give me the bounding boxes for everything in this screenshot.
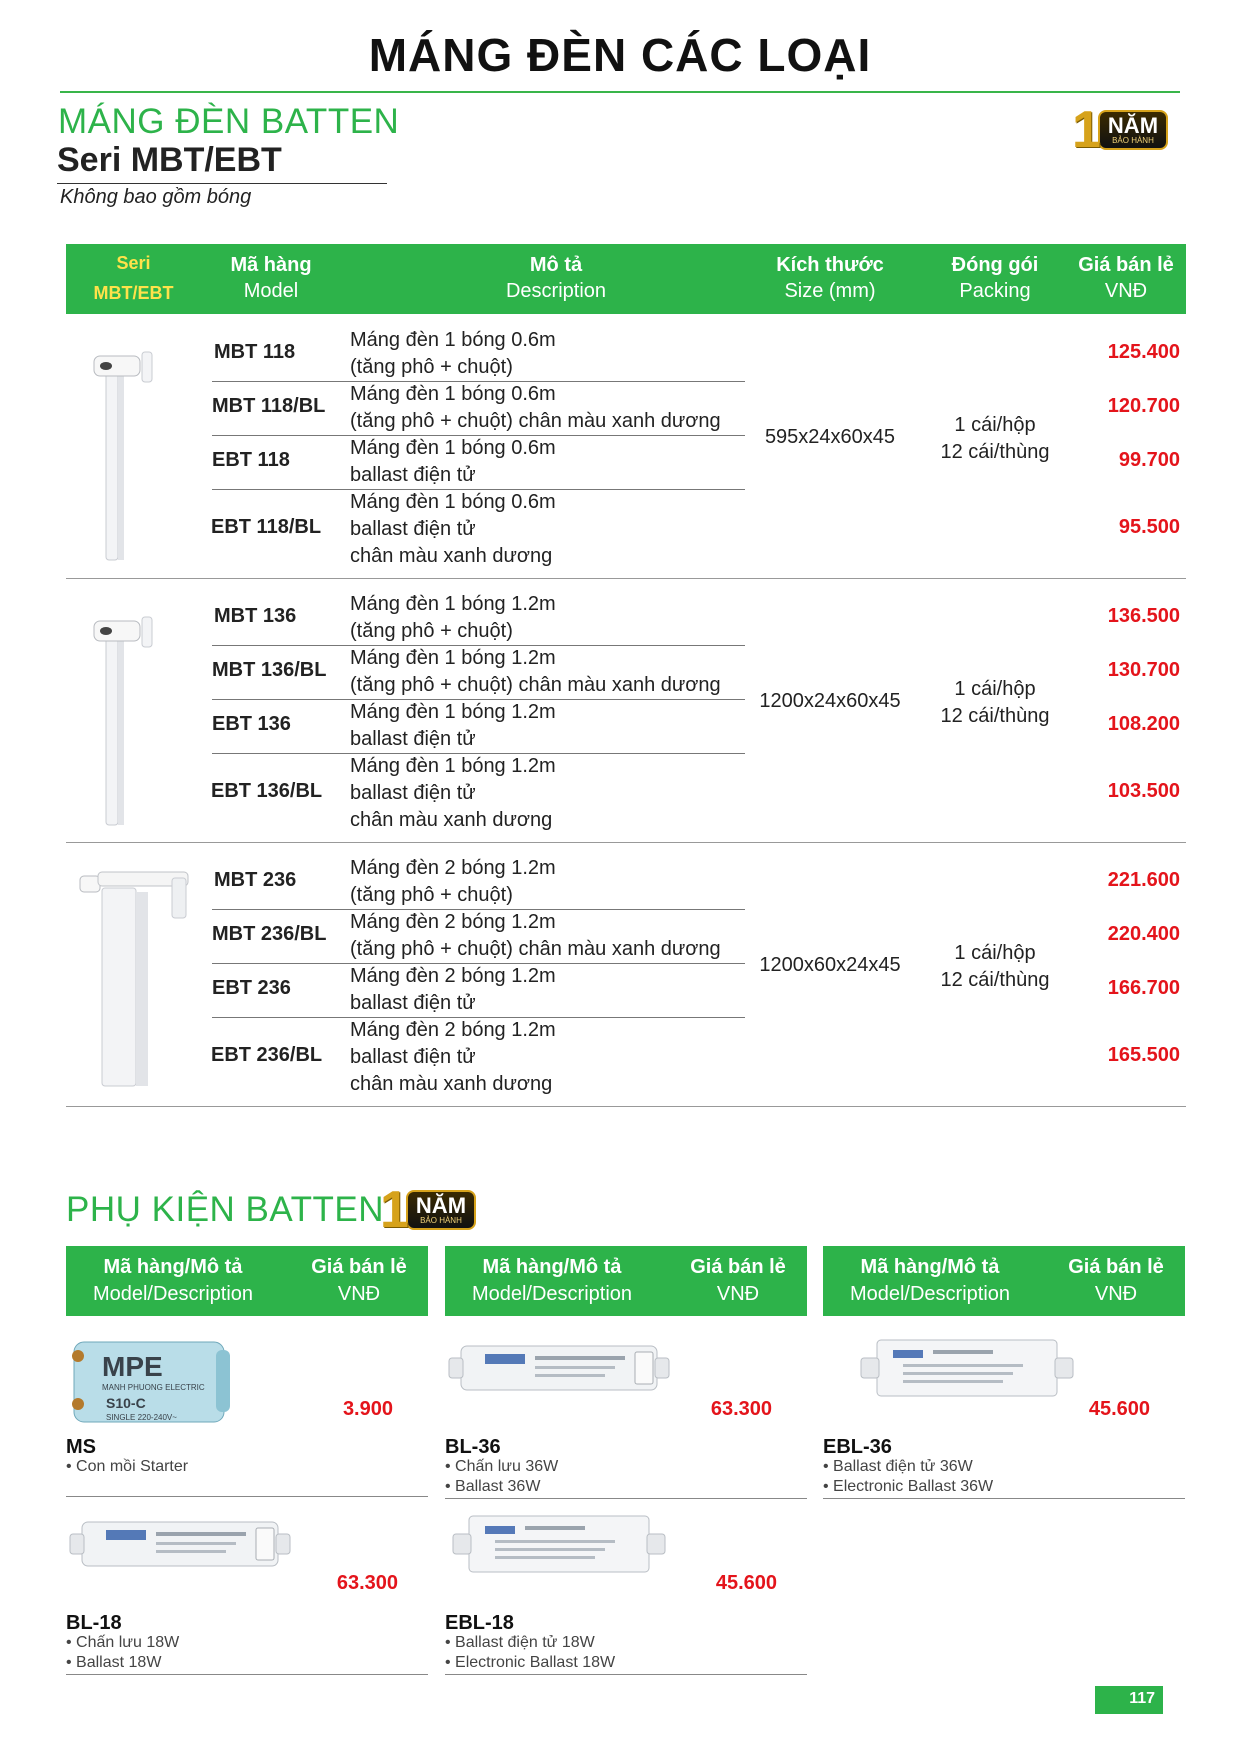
description — [350, 753, 745, 834]
group-divider — [66, 1106, 1186, 1107]
group-divider — [66, 578, 1186, 579]
warranty-word: NĂM — [1107, 113, 1159, 138]
model-code: MBT 136/BL — [212, 659, 327, 681]
header-price — [304, 1254, 414, 1308]
description — [350, 435, 745, 489]
header-model-description — [78, 1254, 268, 1308]
description-line: Máng đèn 2 bóng 1.2m — [350, 911, 556, 933]
description-line: Máng đèn 2 bóng 1.2m — [350, 965, 556, 987]
model-code: MBT 236/BL — [212, 923, 327, 945]
model-code: EBT 118 — [212, 449, 290, 471]
description-line: ballast điện tử — [350, 1046, 476, 1068]
description-line: • Ballast 36W — [445, 1478, 541, 1495]
description-line: ballast điện tử — [350, 728, 476, 750]
packing — [915, 940, 1075, 994]
warranty-badge — [380, 1181, 476, 1239]
title-divider — [60, 91, 1180, 93]
description — [350, 963, 745, 1017]
header-packing-vi: Đóng gói — [951, 254, 1039, 276]
accessory-header — [823, 1246, 1185, 1316]
description — [350, 855, 745, 909]
description-line: (tăng phô + chuột) — [350, 620, 513, 642]
packing-line: 12 cái/thùng — [940, 441, 1050, 463]
header-price-vi: Giá bán lẻ — [1078, 254, 1174, 276]
series-title: Seri MBT/EBT — [57, 141, 282, 179]
model-code: EBL-18 — [445, 1612, 514, 1634]
description-line: (tăng phô + chuột) chân màu xanh dương — [350, 410, 721, 432]
description-line: ballast điện tử — [350, 464, 476, 486]
header-en: Model/Description — [849, 1283, 1011, 1305]
price: 120.700 — [1107, 395, 1180, 417]
packing — [915, 412, 1075, 466]
size: 595x24x60x45 — [764, 426, 896, 448]
price: 220.400 — [1107, 923, 1180, 945]
header-description-vi: Mô tả — [529, 254, 583, 276]
item-divider — [445, 1498, 807, 1499]
description — [350, 645, 745, 699]
starter-image — [66, 1336, 236, 1428]
section-title-accessories: PHỤ KIỆN BATTEN — [66, 1190, 385, 1229]
price: 136.500 — [1107, 605, 1180, 627]
starter-maker-print: MANH PHUONG ELECTRIC — [102, 1383, 205, 1392]
price: 95.500 — [1118, 516, 1180, 538]
description-line: • Chấn lưu 18W — [66, 1634, 180, 1651]
packing-line: 1 cái/hộp — [954, 942, 1036, 964]
warranty-label — [1098, 110, 1168, 150]
warranty-label — [406, 1190, 476, 1230]
ballast-image — [445, 1336, 675, 1406]
model-code: MBT 136 — [214, 605, 297, 627]
header-model-vi: Mã hàng — [230, 254, 312, 276]
description — [350, 381, 745, 435]
description — [350, 327, 745, 381]
item-divider — [66, 1496, 428, 1497]
description-line: ballast điện tử — [350, 782, 476, 804]
price: 221.600 — [1107, 869, 1180, 891]
header-seri — [76, 248, 191, 308]
description-line: • Electronic Ballast 36W — [823, 1478, 994, 1495]
header-price — [683, 1254, 793, 1308]
header-size-vi: Kích thước — [776, 254, 884, 276]
header-packing — [915, 252, 1075, 304]
description-line: • Chấn lưu 36W — [445, 1458, 559, 1475]
model-code: BL-36 — [445, 1436, 501, 1458]
accessory-header — [445, 1246, 807, 1316]
warranty-years: 1 — [1072, 101, 1101, 159]
warranty-caption: BẢO HÀNH — [1112, 136, 1154, 145]
model-code: MBT 118 — [214, 341, 296, 363]
header-packing-en: Packing — [959, 280, 1031, 302]
packing-line: 1 cái/hộp — [954, 414, 1036, 436]
electronic-ballast-image — [853, 1336, 1083, 1406]
description-line: Máng đèn 1 bóng 1.2m — [350, 755, 556, 777]
description-line: Máng đèn 1 bóng 1.2m — [350, 593, 556, 615]
description-line: chân màu xanh dương — [350, 1073, 553, 1095]
model-code: BL-18 — [66, 1612, 122, 1634]
warranty-years: 1 — [380, 1181, 409, 1239]
description-line: (tăng phô + chuột) chân màu xanh dương — [350, 674, 721, 696]
description-line: • Ballast điện tử 18W — [445, 1634, 595, 1651]
model-code: EBT 236/BL — [211, 1044, 323, 1066]
model-code: MBT 118/BL — [212, 395, 326, 417]
description-line: Máng đèn 2 bóng 1.2m — [350, 1019, 556, 1041]
header-vi: Giá bán lẻ — [311, 1256, 407, 1278]
electronic-ballast-image — [445, 1512, 675, 1582]
starter-rating-print: SINGLE 220-240V~ — [106, 1413, 177, 1422]
price: 63.300 — [710, 1398, 772, 1420]
warranty-word: NĂM — [415, 1193, 467, 1218]
header-seri-line1: Seri — [116, 253, 151, 273]
packing — [915, 676, 1075, 730]
model-code: EBL-36 — [823, 1436, 892, 1458]
price: 3.900 — [342, 1398, 393, 1420]
packing-line: 12 cái/thùng — [940, 705, 1050, 727]
batten-single-long-image — [90, 615, 170, 830]
price: 63.300 — [336, 1572, 398, 1594]
group-divider — [66, 842, 1186, 843]
packing-line: 12 cái/thùng — [940, 969, 1050, 991]
header-price — [1061, 1254, 1171, 1308]
model-code: EBT 236 — [212, 977, 291, 999]
header-seri-line2: MBT/EBT — [93, 283, 174, 303]
price: 45.600 — [715, 1572, 777, 1594]
size: 1200x60x24x45 — [759, 954, 901, 976]
header-model-description — [835, 1254, 1025, 1308]
header-description-en: Description — [505, 280, 607, 302]
accessory-header — [66, 1246, 428, 1316]
header-vi: Giá bán lẻ — [1068, 1256, 1164, 1278]
warranty-badge — [1072, 101, 1168, 159]
header-en: VNĐ — [1094, 1283, 1138, 1305]
description-line: Máng đèn 1 bóng 0.6m — [350, 329, 556, 351]
header-en: VNĐ — [337, 1283, 381, 1305]
description-line: Máng đèn 1 bóng 0.6m — [350, 437, 556, 459]
description-line: chân màu xanh dương — [350, 545, 553, 567]
price: 165.500 — [1107, 1044, 1180, 1066]
model-code: MBT 236 — [214, 869, 297, 891]
header-size — [750, 252, 910, 304]
model-code: EBT 136 — [212, 713, 291, 735]
batten-double-image — [78, 868, 190, 1090]
size: 1200x24x60x45 — [759, 690, 901, 712]
bulb-not-included-note: Không bao gồm bóng — [60, 186, 252, 208]
starter-model-print: S10-C — [106, 1395, 146, 1411]
warranty-caption: BẢO HÀNH — [420, 1216, 462, 1225]
description-line: (tăng phô + chuột) — [350, 356, 513, 378]
description-line: Máng đèn 1 bóng 1.2m — [350, 701, 556, 723]
description-line: • Ballast điện tử 36W — [823, 1458, 973, 1475]
header-price — [1056, 252, 1196, 304]
model-code: EBT 118/BL — [211, 516, 322, 538]
page-number: 117 — [1095, 1686, 1163, 1714]
price: 45.600 — [1088, 1398, 1150, 1420]
description-line: Máng đèn 1 bóng 0.6m — [350, 491, 556, 513]
header-vi: Giá bán lẻ — [690, 1256, 786, 1278]
header-en: Model/Description — [471, 1283, 633, 1305]
description-line: Máng đèn 1 bóng 1.2m — [350, 647, 556, 669]
description-line: ballast điện tử — [350, 992, 476, 1014]
price: 125.400 — [1107, 341, 1180, 363]
description-line: (tăng phô + chuột) — [350, 884, 513, 906]
description-line: (tăng phô + chuột) chân màu xanh dương — [350, 938, 721, 960]
description — [350, 1017, 745, 1098]
price: 103.500 — [1107, 780, 1180, 802]
description — [350, 699, 745, 753]
description-line: ballast điện tử — [350, 518, 476, 540]
price: 166.700 — [1107, 977, 1180, 999]
description — [350, 909, 745, 963]
header-model — [206, 252, 336, 304]
description-line: chân màu xanh dương — [350, 809, 553, 831]
header-model-description — [457, 1254, 647, 1308]
price: 108.200 — [1107, 713, 1180, 735]
item-divider — [66, 1674, 428, 1675]
description-line: Máng đèn 1 bóng 0.6m — [350, 383, 556, 405]
starter-brand-print: MPE — [102, 1351, 163, 1382]
header-en: Model/Description — [92, 1283, 254, 1305]
header-model-en: Model — [243, 280, 299, 302]
header-en: VNĐ — [716, 1283, 760, 1305]
description — [350, 591, 745, 645]
header-size-en: Size (mm) — [784, 280, 876, 302]
price: 99.700 — [1118, 449, 1180, 471]
series-underline — [57, 183, 387, 184]
product-table-header — [66, 244, 1186, 314]
description-line: • Con mồi Starter — [66, 1458, 189, 1475]
description-line: • Electronic Ballast 18W — [445, 1654, 616, 1671]
model-code: EBT 136/BL — [211, 780, 323, 802]
description-line: • Ballast 18W — [66, 1654, 162, 1671]
model-code: MS — [66, 1436, 96, 1458]
packing-line: 1 cái/hộp — [954, 678, 1036, 700]
header-vi: Mã hàng/Mô tả — [860, 1256, 1000, 1278]
header-vi: Mã hàng/Mô tả — [482, 1256, 622, 1278]
description — [350, 489, 745, 570]
header-price-en: VNĐ — [1104, 280, 1148, 302]
price: 130.700 — [1107, 659, 1180, 681]
description-line: Máng đèn 2 bóng 1.2m — [350, 857, 556, 879]
section-title-batten: MÁNG ĐÈN BATTEN — [58, 102, 400, 141]
header-description — [356, 252, 756, 304]
item-divider — [445, 1674, 807, 1675]
item-divider — [823, 1498, 1185, 1499]
ballast-image — [66, 1512, 296, 1582]
batten-single-short-image — [90, 350, 170, 565]
header-vi: Mã hàng/Mô tả — [103, 1256, 243, 1278]
page-title: MÁNG ĐÈN CÁC LOẠI — [368, 29, 872, 81]
